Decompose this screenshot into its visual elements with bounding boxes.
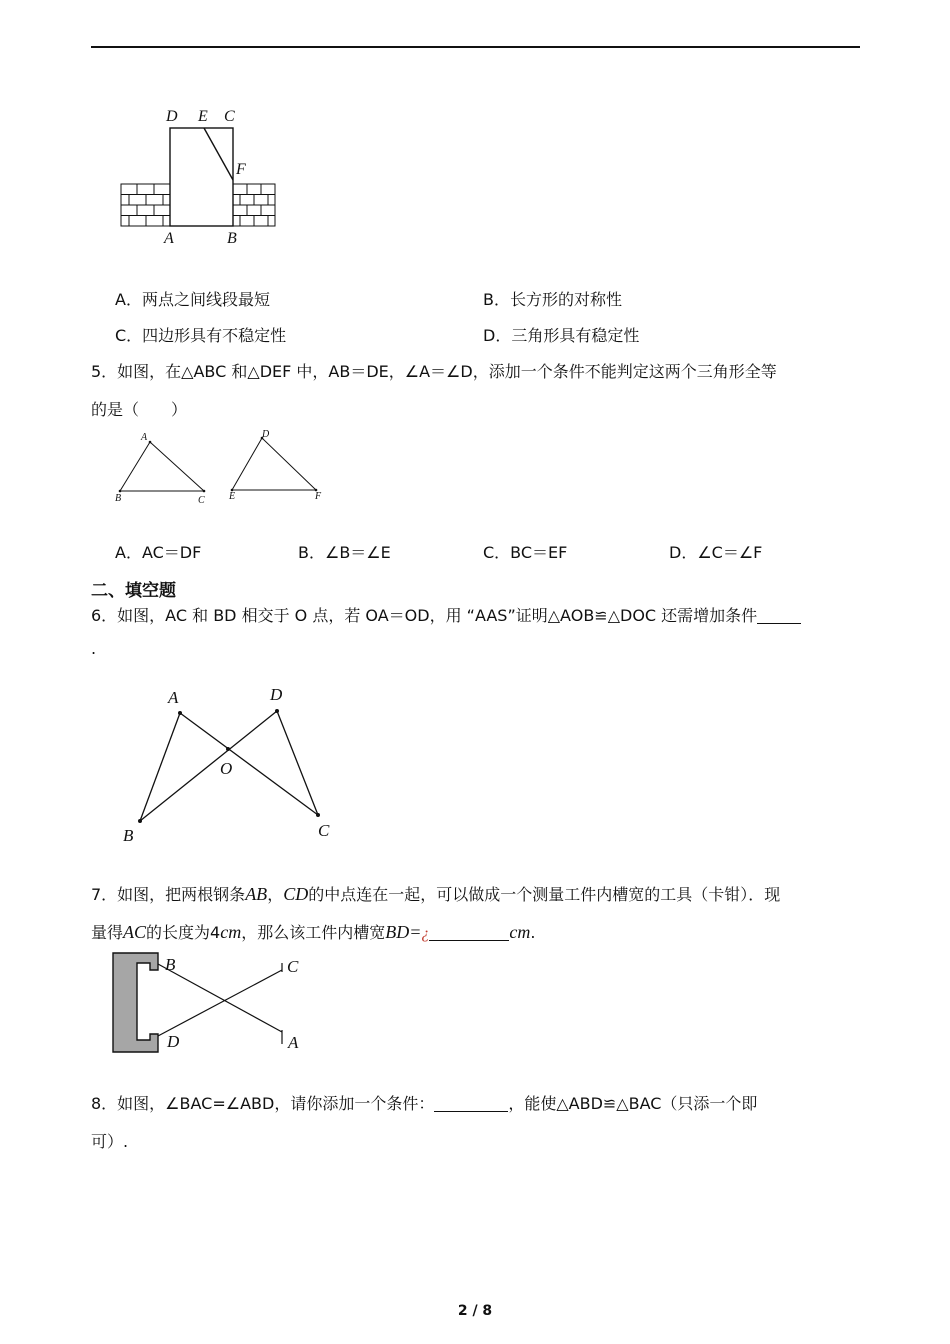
q6-label-a: A — [168, 688, 179, 707]
q6-label-o: O — [220, 759, 233, 778]
q8-answer-blank[interactable] — [434, 1093, 508, 1112]
q6-stem-text: 6．如图，AC 和 BD 相交于 O 点，若 OA＝OD，用 “AAS”证明△AOB≌△DOC 还需增加条件 — [91, 606, 758, 625]
q7-var-bd: BD= — [385, 922, 422, 942]
q5-label-d: D — [262, 429, 270, 440]
q7-text-4: 量得 — [91, 923, 124, 942]
q4-label-e: E — [198, 108, 208, 125]
q7-stem-line1 — [91, 882, 780, 905]
q4-label-b: B — [227, 230, 237, 247]
q5-option-c: C．BC＝EF — [483, 543, 568, 562]
q6-figure — [115, 680, 345, 850]
q7-unit-cm-2: cm — [509, 922, 531, 942]
q7-bar-ba — [158, 964, 282, 1032]
q5-stem-line2: 的是（ ） — [91, 400, 188, 419]
q7-text-1: 7．如图，把两根钢条 — [91, 885, 246, 904]
q7-label-d: D — [167, 1032, 180, 1051]
q5-label-c: C — [198, 495, 205, 506]
header-rule — [91, 46, 860, 48]
q4-figure — [118, 102, 283, 248]
q7-answer-blank[interactable] — [429, 922, 509, 941]
q8-text-1: 8．如图，∠BAC=∠ABD，请你添加一个条件： — [91, 1094, 435, 1113]
q7-var-ab: AB — [245, 884, 268, 904]
section-title: 二、填空题 — [91, 581, 176, 601]
q7-workpiece — [113, 953, 158, 1052]
q8-stem-line2: 可）. — [91, 1132, 129, 1151]
q7-text-2: ， — [267, 885, 284, 904]
q7-stem-line2 — [91, 920, 535, 943]
q7-label-c: C — [287, 957, 299, 976]
q4-option-c: C．四边形具有不稳定性 — [115, 326, 287, 345]
q4-label-a: A — [164, 230, 174, 247]
q7-text-3: 的中点连在一起，可以做成一个测量工件内槽宽的工具（卡钳）．现 — [308, 885, 781, 904]
q4-label-f: F — [236, 161, 246, 178]
q7-unit-cm-1: cm — [220, 922, 242, 942]
q7-text-6: ，那么该工件内槽宽 — [241, 923, 386, 942]
q4-wall-left — [121, 184, 170, 226]
q5-option-d: D．∠C＝∠F — [669, 543, 763, 562]
q5-option-a: A．AC＝DF — [115, 543, 202, 562]
q6-stem-line1 — [91, 603, 801, 626]
q8-text-2: ，能使△ABD≌△BAC（只添一个即 — [508, 1094, 758, 1113]
q5-triangle-def — [232, 438, 316, 490]
q5-label-a: A — [141, 432, 148, 443]
q4-label-d: D — [166, 108, 178, 125]
q7-var-cd: CD — [283, 884, 309, 904]
q7-label-a: A — [288, 1033, 299, 1052]
q4-label-c: C — [224, 108, 235, 125]
q6-answer-blank[interactable] — [757, 605, 801, 624]
q5-label-b: B — [115, 493, 122, 504]
q7-text-5: 的长度为4 — [146, 923, 221, 942]
q6-label-b: B — [123, 826, 134, 845]
q4-rectangle — [170, 128, 233, 226]
q5-label-e: E — [229, 491, 236, 502]
q4-wall-right — [233, 184, 275, 226]
q7-bar-dc — [158, 970, 282, 1036]
q4-option-d: D．三角形具有稳定性 — [483, 326, 640, 345]
q7-figure — [110, 948, 310, 1058]
q5-label-f: F — [315, 491, 322, 502]
q7-glyph: ¿ — [421, 925, 430, 942]
q6-label-c: C — [318, 821, 330, 840]
q5-option-b: B．∠B＝∠E — [298, 543, 391, 562]
q8-stem-line1 — [91, 1091, 757, 1114]
q5-stem-line1: 5．如图，在△ABC 和△DEF 中，AB＝DE，∠A＝∠D，添加一个条件不能判定这两个三角形全等 — [91, 362, 777, 381]
q6-stem-line2: . — [91, 639, 97, 658]
q7-text-7: . — [530, 923, 536, 942]
page-number: 2 / 8 — [457, 1303, 493, 1319]
q7-label-b: B — [165, 955, 176, 974]
q5-figure — [110, 428, 332, 506]
q7-var-ac: AC — [123, 922, 147, 942]
q5-triangle-abc — [120, 442, 204, 491]
q4-option-b: B．长方形的对称性 — [483, 290, 622, 309]
q4-brace-ef — [204, 128, 233, 180]
q4-option-a: A．两点之间线段最短 — [115, 290, 270, 309]
q6-label-d: D — [270, 685, 283, 704]
